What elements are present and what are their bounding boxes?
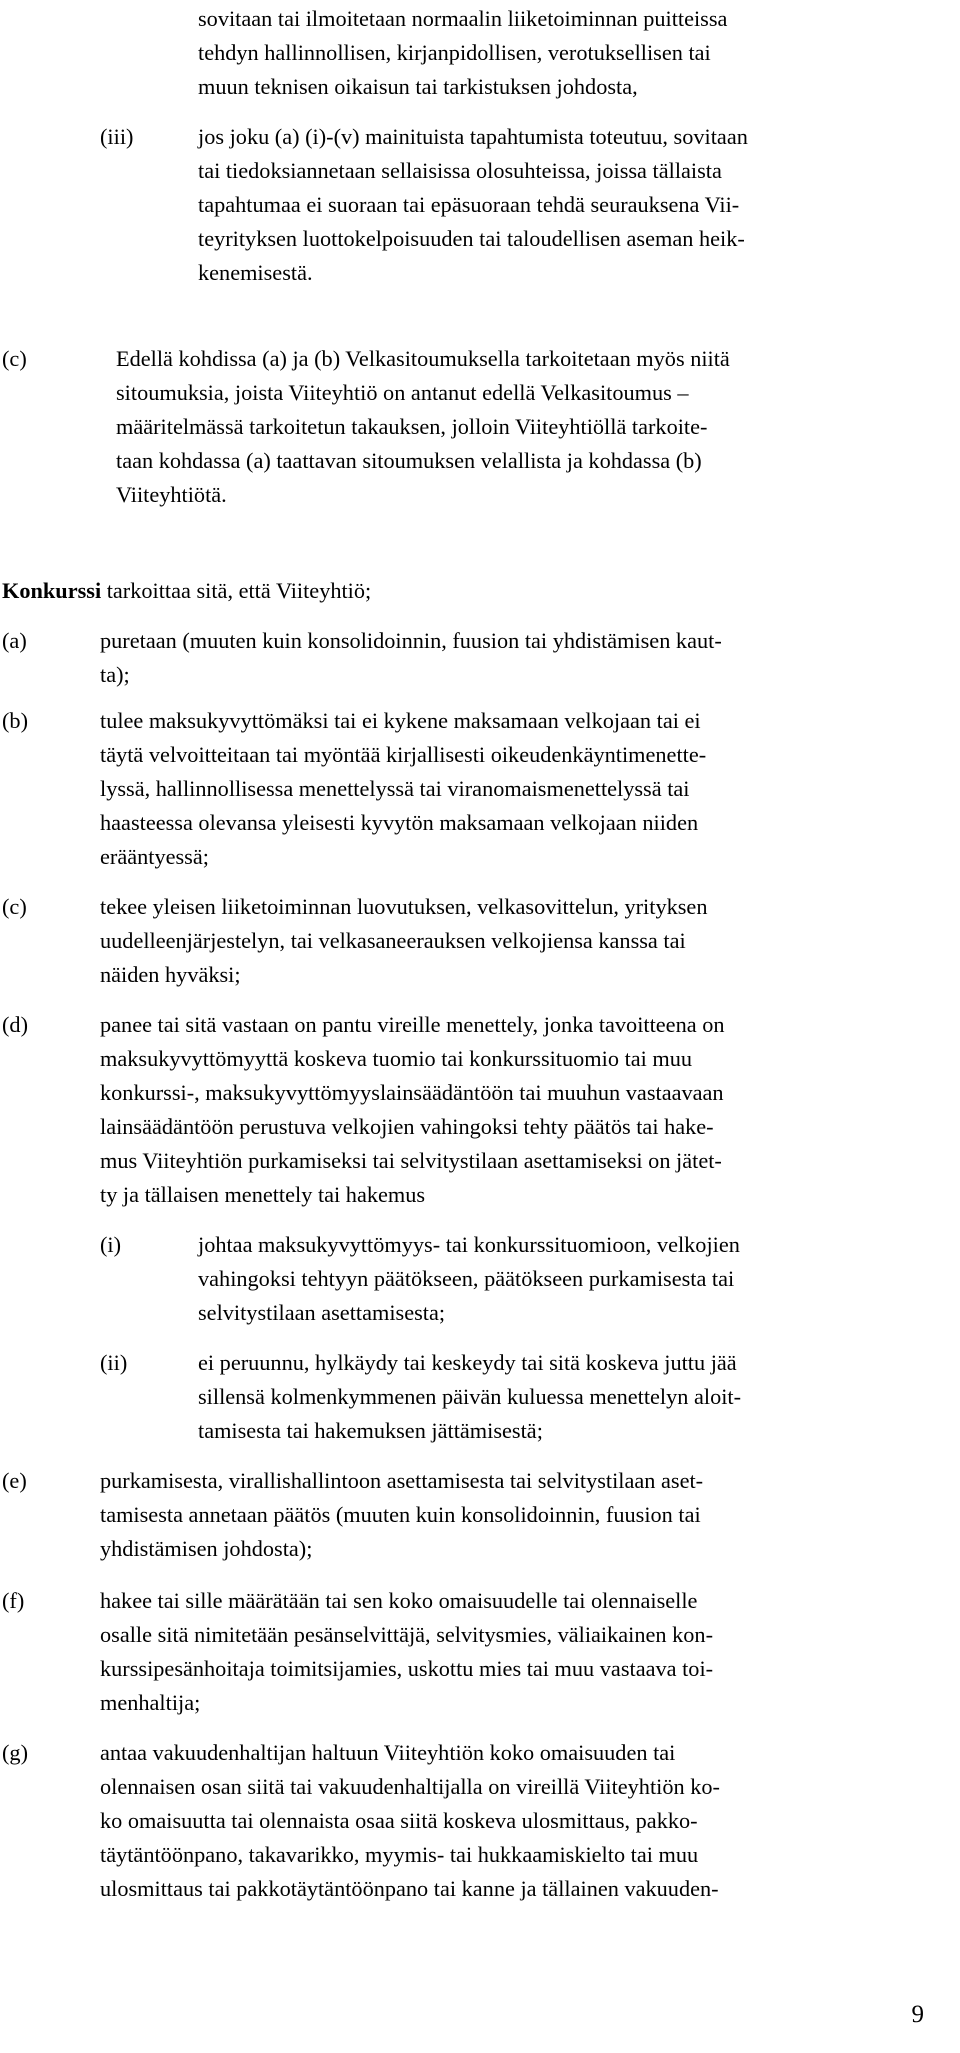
list-label: (f) <box>2 1588 25 1613</box>
list-item-text <box>116 342 918 512</box>
list-label: (g) <box>2 1740 28 1765</box>
text-line: tai tiedoksiannetaan sellaisissa olosuhteissa, joissa tällaista <box>198 158 722 183</box>
list-label: (iii) <box>100 124 134 149</box>
text-line: maksukyvyttömyyttä koskeva tuomio tai konkurssituomio tai muu <box>100 1046 693 1071</box>
list-item-text <box>198 1228 918 1330</box>
text-line: ei peruunnu, hylkäydy tai keskeydy tai sitä koskeva juttu jää <box>198 1350 737 1375</box>
text-line: tamisesta annetaan päätös (muuten kuin konsolidoinnin, fuusion tai <box>100 1502 701 1527</box>
text-line: kenemisestä. <box>198 260 313 285</box>
list-label: (a) <box>2 628 27 653</box>
text-line: tulee maksukyvyttömäksi tai ei kykene maksamaan velkojaan tai ei <box>100 708 701 733</box>
list-label: (d) <box>2 1012 28 1037</box>
text-line: Edellä kohdissa (a) ja (b) Velkasitoumuksella tarkoitetaan myös niitä <box>116 346 730 371</box>
text-line: selvitystilaan asettamisesta; <box>198 1300 446 1325</box>
text-line: jos joku (a) (i)-(v) mainituista tapahtumista toteutuu, sovitaan <box>198 124 748 149</box>
list-item-b <box>2 704 918 876</box>
text-line: lyssä, hallinnollisessa menettelyssä tai viranomaismenettelyssä tai <box>100 776 690 801</box>
text-line: uudelleenjärjestelyn, tai velkasaneerauksen velkojiensa kanssa tai <box>100 928 686 953</box>
text-line: johtaa maksukyvyttömyys- tai konkurssituomioon, velkojien <box>198 1232 740 1257</box>
text-line: kurssipesänhoitaja toimitsijamies, uskottu mies tai muu vastaava toi- <box>100 1656 714 1681</box>
list-item-e <box>2 1464 918 1568</box>
defined-term: Konkurssi <box>2 578 102 603</box>
text-line: hakee tai sille määrätään tai sen koko omaisuudelle tai olennaiselle <box>100 1588 698 1613</box>
text-line: näiden hyväksi; <box>100 962 241 987</box>
text-line: menhaltija; <box>100 1690 201 1715</box>
text-line: sillensä kolmenkymmenen päivän kuluessa menettelyn aloit- <box>198 1384 742 1409</box>
definition-paragraph <box>2 574 918 608</box>
text-line: tehdyn hallinnollisen, kirjanpidollisen, verotuksellisen tai <box>198 40 711 65</box>
text-line: ta); <box>100 662 130 687</box>
list-item-c-top <box>2 342 918 514</box>
list-item-text <box>100 1464 918 1566</box>
list-item-f <box>2 1584 918 1722</box>
text-line: erääntyessä; <box>100 844 209 869</box>
list-item-text <box>100 890 918 992</box>
list-item-text <box>100 1584 918 1720</box>
text-line: yhdistämisen johdosta); <box>100 1536 313 1561</box>
list-item-text <box>100 704 918 874</box>
list-item-a <box>2 624 918 692</box>
text-line: tapahtumaa ei suoraan tai epäsuoraan tehdä seurauksena Vii- <box>198 192 740 217</box>
text-line: määritelmässä tarkoitetun takauksen, jolloin Viiteyhtiöllä tarkoite- <box>116 414 708 439</box>
text-line: ko omaisuutta tai olennaista osaa siitä koskeva ulosmittaus, pakko- <box>100 1808 698 1833</box>
text-line: taan kohdassa (a) taattavan sitoumuksen velallista ja kohdassa (b) <box>116 448 702 473</box>
text-line: olennaisen osan siitä tai vakuudenhaltijalla on vireillä Viiteyhtiön ko- <box>100 1774 720 1799</box>
top-fragment <box>198 2 918 106</box>
top-fragment-text <box>198 2 918 104</box>
list-label: (i) <box>100 1232 122 1257</box>
text-line: vahingoksi tehtyyn päätökseen, päätökseen purkamisesta tai <box>198 1266 735 1291</box>
text-line: panee tai sitä vastaan on pantu vireille menettely, jonka tavoitteena on <box>100 1012 725 1037</box>
list-label: (e) <box>2 1468 27 1493</box>
list-item-iii <box>100 120 918 292</box>
text-line: konkurssi-, maksukyvyttömyyslainsäädäntöön tai muuhun vastaavaan <box>100 1080 724 1105</box>
text-line: täytä velvoitteitaan tai myöntää kirjallisesti oikeudenkäyntimenette- <box>100 742 707 767</box>
text-line: tamisesta tai hakemuksen jättämisestä; <box>198 1418 543 1443</box>
text-line: osalle sitä nimitetään pesänselvittäjä, selvitysmies, väliaikainen kon- <box>100 1622 714 1647</box>
text-line: mus Viiteyhtiön purkamiseksi tai selvitystilaan asettamiseksi on jätet- <box>100 1148 722 1173</box>
list-item-text <box>100 1008 918 1212</box>
definition-text: tarkoittaa sitä, että Viiteyhtiö; <box>101 578 372 603</box>
list-item-d <box>2 1008 918 1214</box>
text-line: purkamisesta, virallishallintoon asettamisesta tai selvitystilaan aset- <box>100 1468 704 1493</box>
sublist-item-ii <box>100 1346 918 1450</box>
text-line: täytäntöönpano, takavarikko, myymis- tai hukkaamiskielto tai muu <box>100 1842 699 1867</box>
text-line: ulosmittaus tai pakkotäytäntöönpano tai kanne ja tällainen vakuuden- <box>100 1876 719 1901</box>
list-item-g <box>2 1736 918 1908</box>
text-line: muun teknisen oikaisun tai tarkistuksen johdosta, <box>198 74 638 99</box>
sublist-item-i <box>100 1228 918 1332</box>
list-label: (c) <box>2 894 27 919</box>
text-line: sitoumuksia, joista Viiteyhtiö on antanut edellä Velkasitoumus – <box>116 380 689 405</box>
list-label: (c) <box>2 346 27 371</box>
list-item-text <box>198 120 918 290</box>
text-line: teyrityksen luottokelpoisuuden tai taloudellisen aseman heik- <box>198 226 745 251</box>
text-line: ty ja tällaisen menettely tai hakemus <box>100 1182 426 1207</box>
text-line: Viiteyhtiötä. <box>116 482 227 507</box>
text-line: sovitaan tai ilmoitetaan normaalin liiketoiminnan puitteissa <box>198 6 728 31</box>
list-item-text <box>198 1346 918 1448</box>
list-item-c <box>2 890 918 994</box>
page-number: 9 <box>911 2001 924 2028</box>
list-item-text <box>100 624 918 692</box>
text-line: puretaan (muuten kuin konsolidoinnin, fuusion tai yhdistämisen kaut- <box>100 628 722 653</box>
list-label: (ii) <box>100 1350 128 1375</box>
text-line: tekee yleisen liiketoiminnan luovutuksen, velkasovittelun, yrityksen <box>100 894 708 919</box>
list-item-text <box>100 1736 918 1906</box>
text-line: lainsäädäntöön perustuva velkojien vahingoksi tehty päätös tai hake- <box>100 1114 714 1139</box>
text-line: antaa vakuudenhaltijan haltuun Viiteyhtiön koko omaisuuden tai <box>100 1740 676 1765</box>
text-line: haasteessa olevansa yleisesti kyvytön maksamaan velkojaan niiden <box>100 810 699 835</box>
list-label: (b) <box>2 708 28 733</box>
